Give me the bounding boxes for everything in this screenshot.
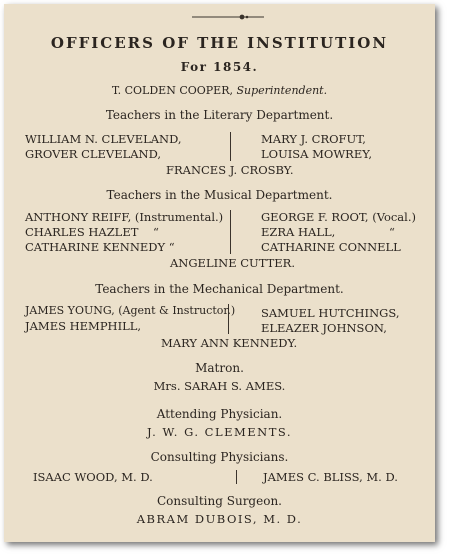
musical-right-2: EZRA HALL, [261,225,336,239]
superintendent-line [4,84,435,98]
mechanical-left-1: JAMES YOUNG, (Agent & Instructor.) [25,304,236,317]
literary-left-2: GROVER CLEVELAND, [25,147,162,161]
consulting-physicians-heading: Consulting Physicians. [150,450,289,464]
superintendent-role: Superintendent. [236,84,328,97]
musical-left-3: CATHARINE KENNEDY “ [25,240,175,254]
document-page [4,4,435,542]
mechanical-left-2: JAMES HEMPHILL, [25,319,142,333]
mechanical-right-2: ELEAZER JOHNSON, [261,321,387,335]
mechanical-right-1: SAMUEL HUTCHINGS, [261,306,400,320]
surgeon-heading: Consulting Surgeon. [157,494,282,508]
consulting-divider [236,470,237,484]
attending-name: J. W. G. CLEMENTS. [146,425,293,439]
musical-right-1: GEORGE F. ROOT, (Vocal.) [261,210,416,224]
literary-right-1: MARY J. CROFUT, [261,132,366,146]
document-title: OFFICERS OF THE INSTITUTION [50,34,389,52]
literary-right-2: LOUISA MOWREY, [261,147,372,161]
musical-left-1: ANTHONY REIFF, (Instrumental.) [25,210,224,224]
musical-right-ditto: “ [389,225,395,239]
musical-right-3: CATHARINE CONNELL [261,240,401,254]
superintendent-name: T. COLDEN COOPER, [111,84,233,97]
ornament-divider [192,14,264,20]
matron-heading: Matron. [195,361,244,375]
literary-center: FRANCES J. CROSBY. [166,163,294,177]
document-year: For 1854. [180,60,259,74]
mechanical-center: MARY ANN KENNEDY. [161,336,298,350]
consulting-physician-left: ISAAC WOOD, M. D. [33,470,153,484]
literary-heading: Teachers in the Literary Department. [105,108,334,122]
consulting-physician-right: JAMES C. BLISS, M. D. [263,470,398,484]
musical-center: ANGELINE CUTTER. [170,256,295,270]
matron-name: Mrs. SARAH S. AMES. [153,379,286,393]
musical-divider [230,210,231,254]
literary-left-1: WILLIAM N. CLEVELAND, [25,132,182,146]
literary-divider [230,132,231,161]
musical-heading: Teachers in the Musical Department. [106,188,333,202]
musical-left-2: CHARLES HAZLET “ [25,225,159,239]
attending-heading: Attending Physician. [156,407,283,421]
mechanical-heading: Teachers in the Mechanical Department. [95,282,344,296]
surgeon-name: ABRAM DUBOIS, M. D. [136,512,303,526]
